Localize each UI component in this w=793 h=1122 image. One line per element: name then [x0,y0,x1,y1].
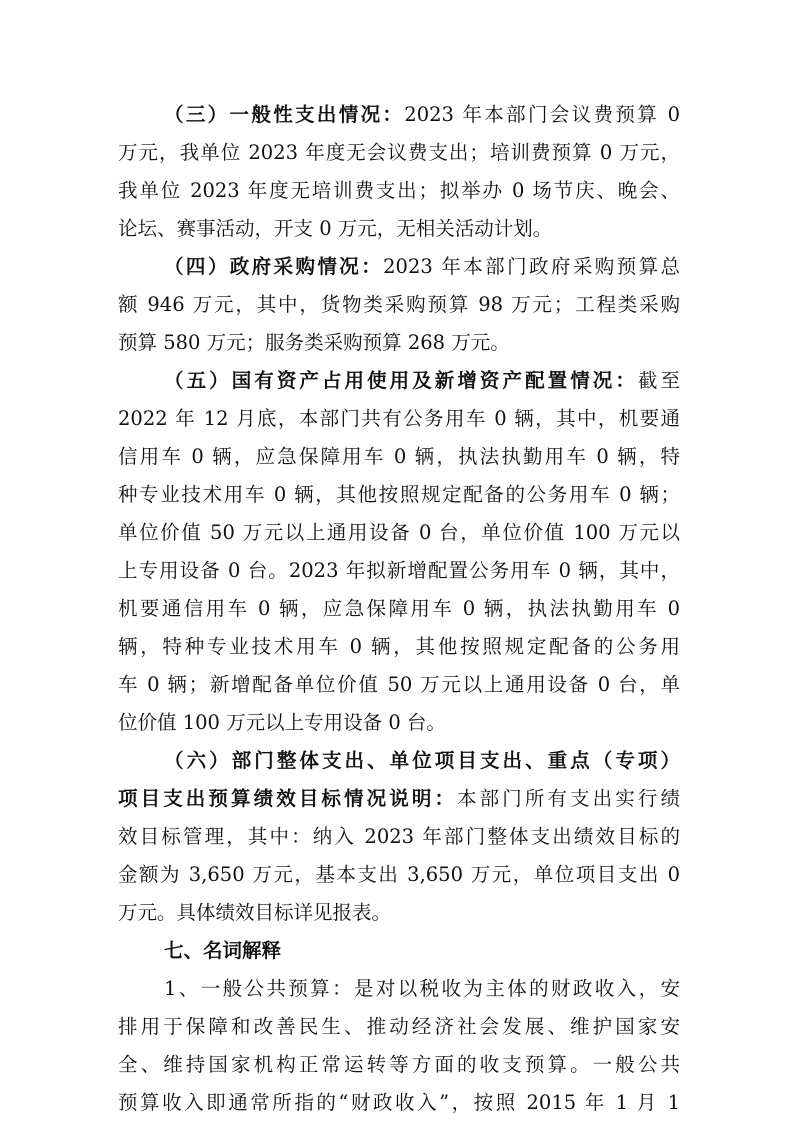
section3-line-2: 万元，我单位 2023 年度无会议费支出；培训费预算 0 万元， [118,141,680,164]
section7-line-1: 1、一般公共预算：是对以税收为主体的财政收入，安 [164,977,680,1000]
section4-heading: （四）政府采购情况： [164,255,384,278]
section4-line-2: 额 946 万元，其中，货物类采购预算 98 万元；工程类采购 [118,293,680,316]
section6-line-2 [118,780,680,818]
section3-line-3: 我单位 2023 年度无培训费支出；拟举办 0 场节庆、晚会、 [118,179,680,202]
section6-line-3: 效目标管理，其中：纳入 2023 年部门整体支出绩效目标的 [118,825,680,848]
section6-text: 本部门所有支出实行绩 [457,787,680,810]
section3-line-4: 论坛、赛事活动，开支 0 万元，无相关活动计划。 [118,217,553,240]
section4-line-1 [118,248,680,286]
section5-line-7: 机要通信用车 0 辆，应急保障用车 0 辆，执法执勤用车 0 [118,597,680,620]
section5-line-8: 辆，特种专业技术用车 0 辆，其他按照规定配备的公务用 [118,635,680,658]
section6-heading: 项目支出预算绩效目标情况说明： [118,787,458,810]
section6-line-4: 金额为 3,650 万元，基本支出 3,650 万元，单位项目支出 0 [118,863,680,886]
section7-line-4: 预算收入即通常所指的“财政收入”，按照 2015 年 1 月 1 [118,1091,680,1114]
document-page [118,96,680,1122]
section5-line-9: 车 0 辆；新增配备单位价值 50 万元以上通用设备 0 台，单 [118,673,680,696]
section3-heading: （三）一般性支出情况： [164,103,405,126]
section5-line-10: 位价值 100 万元以上专用设备 0 台。 [118,711,446,734]
section5-line-1 [118,362,680,400]
section5-line-6: 上专用设备 0 台。2023 年拟新增配置公务用车 0 辆，其中， [118,559,680,582]
section7-line-3: 全、维持国家机构正常运转等方面的收支预算。一般公共 [118,1053,680,1076]
section4-text: 2023 年本部门政府采购预算总 [383,255,680,278]
section5-line-5: 单位价值 50 万元以上通用设备 0 台，单位价值 100 万元以 [118,521,680,544]
section5-line-2: 2022 年 12 月底，本部门共有公务用车 0 辆，其中，机要通 [118,407,680,430]
section5-line-3: 信用车 0 辆，应急保障用车 0 辆，执法执勤用车 0 辆，特 [118,445,680,468]
section6-line-5: 万元。具体绩效目标详见报表。 [118,901,392,924]
section7-heading: 七、名词解释 [164,939,282,962]
section4-line-3: 预算 580 万元；服务类采购预算 268 万元。 [118,331,510,354]
section5-heading: （五）国有资产占用使用及新增资产配置情况： [164,369,638,392]
section6-heading-line-1: （六）部门整体支出、单位项目支出、重点（专项） [164,749,680,772]
section5-line-4: 种专业技术用车 0 辆，其他按照规定配备的公务用车 0 辆； [118,483,680,506]
section3-line-1 [118,96,680,134]
section3-text: 2023 年本部门会议费预算 0 [404,103,680,126]
section7-line-2: 排用于保障和改善民生、推动经济社会发展、维护国家安 [118,1015,680,1038]
section5-text: 截至 [637,369,680,392]
